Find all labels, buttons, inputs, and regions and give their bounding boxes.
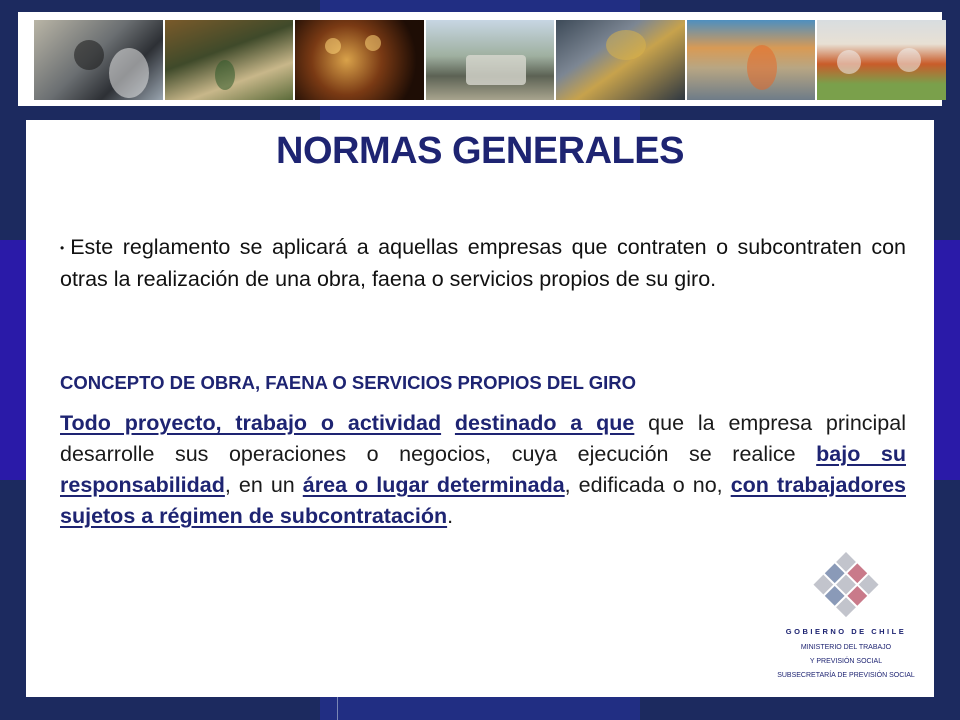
government-logo [806, 550, 886, 622]
photo-garbage-truck [426, 20, 555, 100]
photo-camera-crew [34, 20, 163, 100]
section-subheading: CONCEPTO DE OBRA, FAENA O SERVICIOS PROPIOS DEL GIRO [60, 372, 636, 393]
definition-term-4: área o lugar determinada [302, 473, 565, 497]
definition-term-5: con trabajadores [730, 473, 906, 497]
photo-produce-packing [817, 20, 946, 100]
content-panel [26, 120, 934, 697]
photo-fish-market [687, 20, 816, 100]
slide-title: NORMAS GENERALES [276, 130, 684, 172]
definition-term-2: destinado a que [454, 411, 635, 435]
ministerio-label: MINISTERIO DEL TRABAJO [800, 644, 892, 651]
prevision-label: Y PREVISIÓN SOCIAL [809, 658, 883, 665]
bullet-icon: • [60, 240, 65, 255]
definition-term-3: bajo su responsabilidad [60, 442, 906, 497]
photo-worker-statue [556, 20, 685, 100]
definition-paragraph: Todo proyecto, trabajo o actividad destinado a que que la empresa principal desarrolle sus operaciones o negocios, cuya ejecución se realice bajo su responsabilidad, en un área o lugar determinada, edificada o no, con trabajadores sujetos a régimen de subcontratación. [60, 411, 906, 528]
rule-paragraph [60, 232, 906, 295]
subsecretaria-label: SUBSECRETARÍA DE PREVISIÓN SOCIAL [777, 672, 915, 679]
photo-miners [295, 20, 424, 100]
definition-term-1: Todo proyecto, trabajo o actividad [60, 411, 442, 435]
definition-term-6: sujetos a régimen de subcontratación [60, 504, 448, 528]
gobierno-label: GOBIERNO DE CHILE [785, 627, 907, 636]
photo-workshop [165, 20, 294, 100]
rule-text: Este reglamento se aplicará a aquellas empresas que contraten o subcontraten con otras la realización de una obra, faena o servicios propios de su giro. [60, 235, 906, 291]
photo-banner [18, 12, 942, 106]
